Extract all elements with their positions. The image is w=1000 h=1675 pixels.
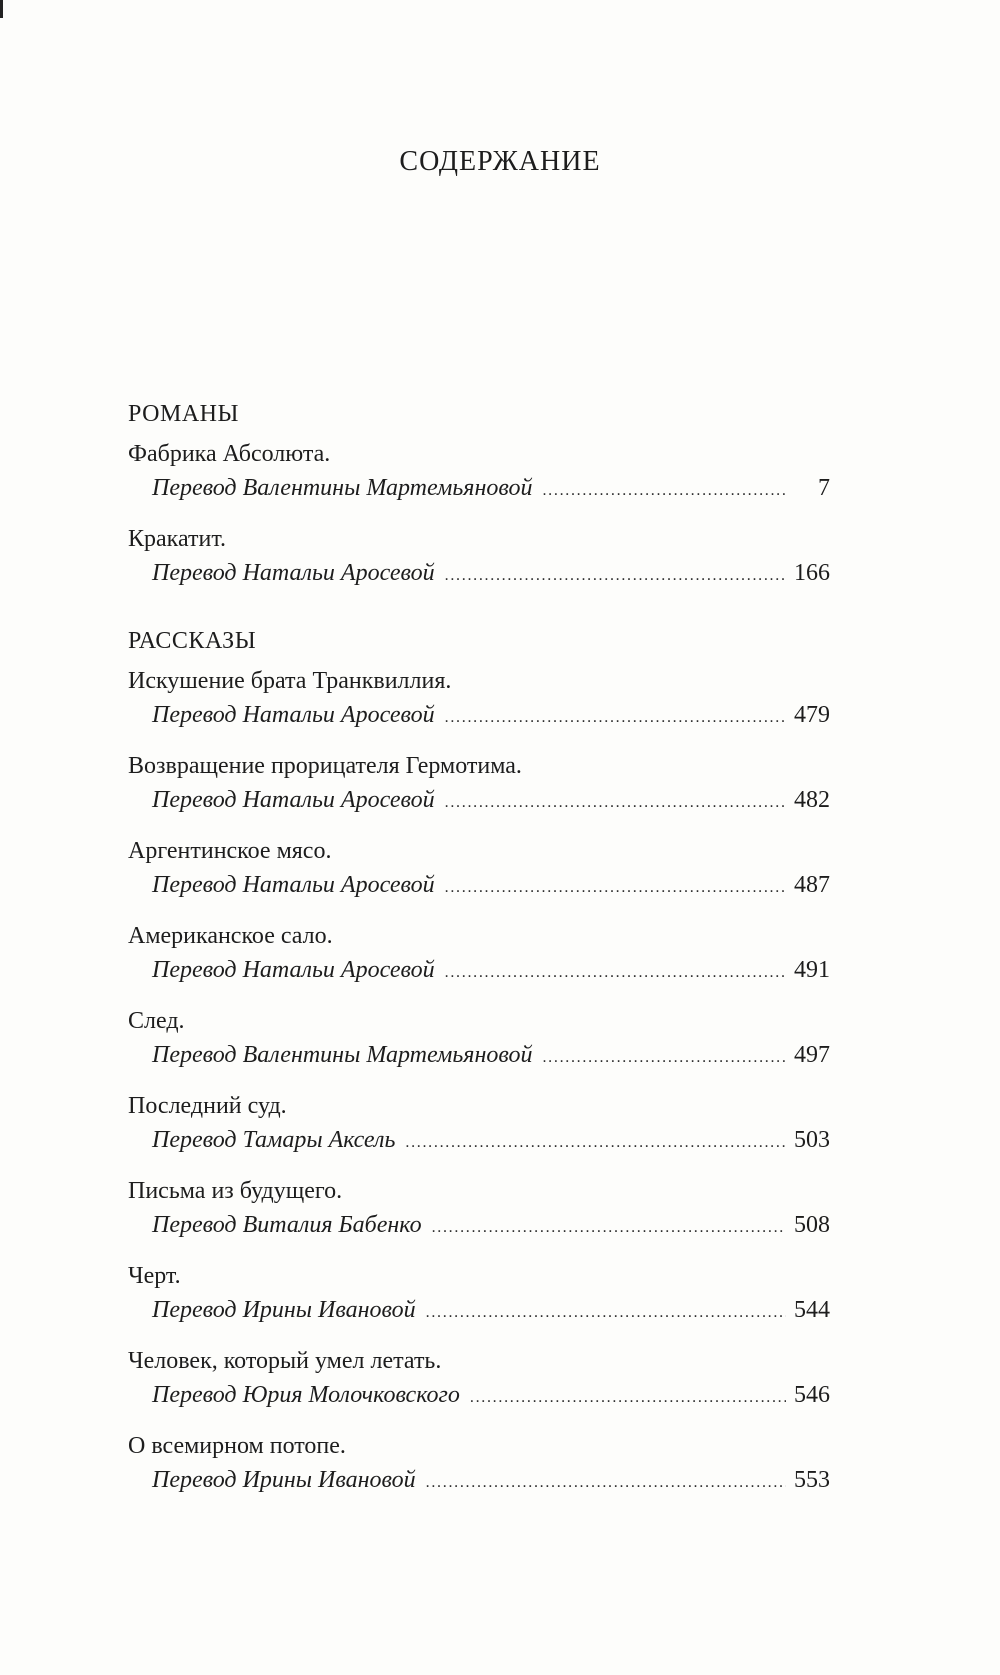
- entry-line: [128, 868, 830, 902]
- entry-title: О всемирном потопе.: [128, 1433, 346, 1459]
- entry-page-number: 491: [794, 957, 830, 983]
- dot-leader: [470, 1381, 786, 1415]
- toc-entry[interactable]: [128, 1089, 830, 1157]
- toc-entry[interactable]: [128, 1259, 830, 1327]
- section-heading-stories: РАССКАЗЫ: [128, 628, 257, 654]
- dot-leader: [432, 1211, 786, 1245]
- entry-page-number: 479: [794, 702, 830, 728]
- dot-leader: [445, 701, 786, 735]
- entry-page-number: 544: [794, 1297, 830, 1323]
- entry-line: [128, 953, 830, 987]
- table-of-contents: [128, 398, 830, 1497]
- entry-line: [128, 1293, 830, 1327]
- dot-leader: [426, 1296, 786, 1330]
- entry-title: Американское сало.: [128, 923, 333, 949]
- entry-translator: Перевод Юрия Молочковского: [152, 1382, 460, 1408]
- entry-translator: Перевод Тамары Аксель: [152, 1127, 396, 1153]
- entry-title: Человек, который умел летать.: [128, 1348, 442, 1374]
- entry-page-number: 482: [794, 787, 830, 813]
- entry-title: Черт.: [128, 1263, 181, 1289]
- entry-page-number: 487: [794, 872, 830, 898]
- entry-translator: Перевод Натальи Аросевой: [152, 787, 435, 813]
- entry-page-number: 553: [794, 1467, 830, 1493]
- toc-entry[interactable]: [128, 919, 830, 987]
- toc-entry[interactable]: [128, 834, 830, 902]
- entry-line: [128, 1123, 830, 1157]
- entry-line: [128, 783, 830, 817]
- entry-title: Последний суд.: [128, 1093, 287, 1119]
- entry-translator: Перевод Валентины Мартемьяновой: [152, 475, 533, 501]
- toc-entry[interactable]: [128, 522, 830, 590]
- toc-entry[interactable]: [128, 437, 830, 505]
- entry-title: Кракатит.: [128, 526, 227, 552]
- toc-entry[interactable]: [128, 1174, 830, 1242]
- entry-title: Письма из будущего.: [128, 1178, 343, 1204]
- entry-line: [128, 698, 830, 732]
- entry-page-number: 7: [818, 475, 830, 501]
- section-heading-novels: РОМАНЫ: [128, 401, 239, 427]
- entry-page-number: 503: [794, 1127, 830, 1153]
- entry-title: Возвращение прорицателя Гермотима.: [128, 753, 522, 779]
- entry-page-number: 497: [794, 1042, 830, 1068]
- toc-entry[interactable]: [128, 1344, 830, 1412]
- dot-leader: [542, 474, 786, 508]
- entry-translator: Перевод Натальи Аросевой: [152, 957, 435, 983]
- page-title: СОДЕРЖАНИЕ: [399, 146, 601, 177]
- entry-page-number: 166: [794, 560, 830, 586]
- page-edge-mark: [0, 0, 3, 18]
- entry-translator: Перевод Натальи Аросевой: [152, 872, 435, 898]
- entry-title: Искушение брата Транквиллия.: [128, 668, 452, 694]
- entry-line: [128, 1208, 830, 1242]
- dot-leader: [445, 786, 786, 820]
- toc-entry[interactable]: [128, 1429, 830, 1497]
- dot-leader: [542, 1041, 786, 1075]
- entry-translator: Перевод Валентины Мартемьяновой: [152, 1042, 533, 1068]
- entry-line: [128, 556, 830, 590]
- entry-line: [128, 1378, 830, 1412]
- entry-line: [128, 1463, 830, 1497]
- entry-page-number: 546: [794, 1382, 830, 1408]
- entry-line: [128, 1038, 830, 1072]
- entry-title: След.: [128, 1008, 185, 1034]
- entry-translator: Перевод Ирины Ивановой: [152, 1467, 416, 1493]
- toc-entry[interactable]: [128, 664, 830, 732]
- entry-page-number: 508: [794, 1212, 830, 1238]
- dot-leader: [445, 559, 786, 593]
- entry-translator: Перевод Виталия Бабенко: [152, 1212, 422, 1238]
- dot-leader: [445, 956, 786, 990]
- entry-line: [128, 471, 830, 505]
- dot-leader: [405, 1126, 786, 1160]
- entry-title: Фабрика Абсолюта.: [128, 441, 331, 467]
- dot-leader: [445, 871, 786, 905]
- entry-title: Аргентинское мясо.: [128, 838, 332, 864]
- toc-entry[interactable]: [128, 749, 830, 817]
- dot-leader: [426, 1466, 786, 1500]
- toc-entry[interactable]: [128, 1004, 830, 1072]
- entry-translator: Перевод Ирины Ивановой: [152, 1297, 416, 1323]
- entry-translator: Перевод Натальи Аросевой: [152, 702, 435, 728]
- entry-translator: Перевод Натальи Аросевой: [152, 560, 435, 586]
